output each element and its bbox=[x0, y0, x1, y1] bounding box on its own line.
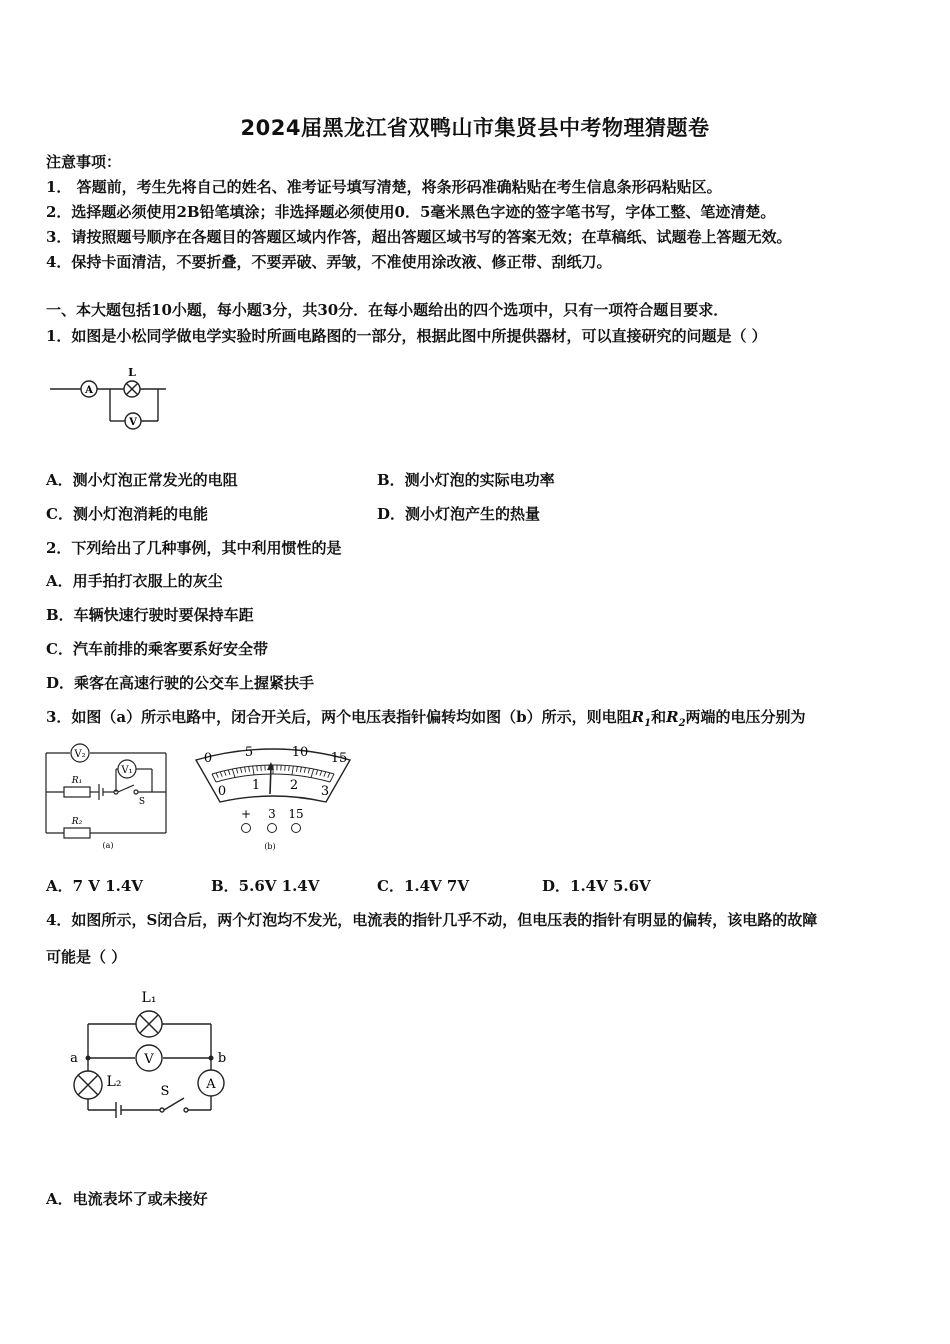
scale-tick bbox=[232, 769, 235, 778]
figure-a-caption: (a) bbox=[102, 841, 114, 850]
top-scale-label: 10 bbox=[291, 745, 309, 760]
q1-option-c[interactable]: C．测小灯泡消耗的电能 bbox=[46, 505, 208, 523]
top-scale-label: 5 bbox=[244, 745, 254, 760]
scale-tick bbox=[245, 767, 246, 772]
scale-tick bbox=[289, 766, 290, 771]
section-heading: 一、本大题包括10小题，每小题3分，共30分．在每小题给出的四个选项中，只有一项符合题目要求． bbox=[46, 301, 729, 319]
scale-tick bbox=[236, 768, 237, 773]
q1-option-b[interactable]: B．测小灯泡的实际电功率 bbox=[377, 471, 555, 489]
l1-label: L₁ bbox=[141, 990, 157, 1006]
terminal-label: 3 bbox=[268, 807, 276, 821]
v1-label: V₁ bbox=[121, 765, 133, 776]
notice-heading: 注意事项： bbox=[46, 153, 122, 171]
scale-tick bbox=[311, 769, 314, 778]
r1-symbol: R bbox=[631, 708, 645, 726]
scale-tick bbox=[228, 770, 230, 775]
v2-label: V₂ bbox=[74, 749, 86, 760]
terminal-label: 15 bbox=[288, 807, 304, 821]
scale-tick bbox=[292, 766, 293, 775]
notice-item: 2．选择题必须使用2B铅笔填涂；非选择题必须使用0．5毫米黑色字迹的签字笔书写，字体工整、笔迹清楚。 bbox=[46, 203, 776, 221]
q2-option-d[interactable]: D．乘客在高速行驶的公交车上握紧扶手 bbox=[46, 674, 315, 692]
scale-tick bbox=[224, 771, 226, 776]
q3-option-c[interactable]: C．1.4V 7V bbox=[377, 877, 469, 895]
bottom-scale-label: 3 bbox=[320, 784, 330, 799]
r1-label: R₁ bbox=[71, 776, 83, 786]
q3-stem-mid: 和 bbox=[651, 708, 667, 726]
bottom-scale-label: 0 bbox=[217, 784, 227, 799]
scale-tick bbox=[253, 766, 254, 775]
scale-tick bbox=[320, 771, 322, 776]
node-a-label: a bbox=[70, 1051, 78, 1066]
l2-label: L₂ bbox=[106, 1074, 122, 1090]
scale-tick bbox=[330, 774, 334, 782]
q4-stem-line1: 4．如图所示，S闭合后，两个灯泡均不发光，电流表的指针几乎不动，但电压表的指针有明显的偏转，该电路的故障 bbox=[46, 911, 818, 929]
lamp-label: L bbox=[128, 366, 136, 379]
q1-option-d[interactable]: D．测小灯泡产生的热量 bbox=[377, 505, 541, 523]
r2-symbol: R bbox=[666, 708, 679, 726]
q3-stem bbox=[46, 707, 806, 734]
ammeter-label: A bbox=[206, 1077, 216, 1092]
q1-stem: 1．如图是小松同学做电学实验时所画电路图的一部分，根据此图中所提供器材，可以直接研究的问题是（ ） bbox=[46, 327, 767, 345]
scale-tick bbox=[240, 768, 241, 773]
notice-item: 3．请按照题号顺序在各题目的答题区域内作答，超出答题区域书写的答案无效；在草稿纸、试题卷上答题无效。 bbox=[46, 228, 792, 246]
top-scale-label: 15 bbox=[330, 751, 348, 766]
scale-tick bbox=[300, 767, 301, 772]
scale-tick bbox=[257, 766, 258, 771]
scale-tick bbox=[220, 772, 222, 777]
q3-stem-post: 两端的电压分别为 bbox=[685, 708, 806, 726]
scale-tick bbox=[212, 774, 216, 782]
scale-tick bbox=[316, 770, 318, 775]
scale-tick bbox=[328, 773, 330, 778]
q1-option-a[interactable]: A．测小灯泡正常发光的电阻 bbox=[46, 471, 238, 489]
terminal-label: + bbox=[240, 807, 252, 821]
scale-tick bbox=[308, 768, 309, 773]
q3-option-d[interactable]: D．1.4V 5.6V bbox=[542, 877, 651, 895]
q2-stem: 2．下列给出了几种事例，其中利用惯性的是 bbox=[46, 539, 342, 557]
notice-item: 4．保持卡面清洁，不要折叠，不要弄破、弄皱，不准使用涂改液、修正带、刮纸刀。 bbox=[46, 253, 612, 271]
q2-option-c[interactable]: C．汽车前排的乘客要系好安全带 bbox=[46, 640, 268, 658]
node-b-label: b bbox=[217, 1051, 227, 1066]
q3-voltmeter-figure-b bbox=[190, 742, 358, 854]
scale-tick bbox=[216, 773, 218, 778]
r1-subscript: 1 bbox=[644, 718, 652, 729]
q3-circuit-figure-a bbox=[44, 740, 172, 852]
switch-label: S bbox=[138, 797, 146, 807]
q2-option-a[interactable]: A．用手拍打衣服上的灰尘 bbox=[46, 572, 223, 590]
scale-tick bbox=[324, 772, 326, 777]
scale-tick bbox=[304, 768, 305, 773]
q3-stem-pre: 3．如图（a）所示电路中，闭合开关后，两个电压表指针偏转均如图（b）所示，则电阻 bbox=[46, 708, 632, 726]
figure-b-caption: (b) bbox=[264, 842, 276, 851]
switch-label: S bbox=[160, 1084, 170, 1099]
notice-item: 1． 答题前，考生先将自己的姓名、准考证号填写清楚，将条形码准确粘贴在考生信息条形码粘贴区。 bbox=[46, 178, 722, 196]
r2-subscript: 2 bbox=[678, 718, 686, 729]
q4-circuit-figure bbox=[66, 986, 242, 1121]
q4-stem-line2: 可能是（ ） bbox=[46, 948, 127, 966]
scale-tick bbox=[249, 766, 250, 771]
q2-option-b[interactable]: B．车辆快速行驶时要保持车距 bbox=[46, 606, 254, 624]
q3-option-b[interactable]: B．5.6V 1.4V bbox=[211, 877, 320, 895]
ammeter-label: A bbox=[85, 385, 93, 396]
r2-label: R₂ bbox=[71, 817, 83, 827]
q4-option-a[interactable]: A．电流表坏了或未接好 bbox=[46, 1190, 208, 1208]
page-title: 2024届黑龙江省双鸭山市集贤县中考物理猜题卷 bbox=[240, 116, 710, 140]
q1-circuit-figure bbox=[48, 362, 173, 434]
bottom-scale-label: 1 bbox=[251, 778, 261, 793]
bottom-scale-label: 2 bbox=[289, 778, 299, 793]
top-scale-label: 0 bbox=[203, 751, 213, 766]
scale-tick bbox=[296, 766, 297, 771]
voltmeter-label: V bbox=[144, 1052, 154, 1067]
q3-option-a[interactable]: A．7 V 1.4V bbox=[46, 877, 143, 895]
voltmeter-label: V bbox=[129, 417, 137, 428]
